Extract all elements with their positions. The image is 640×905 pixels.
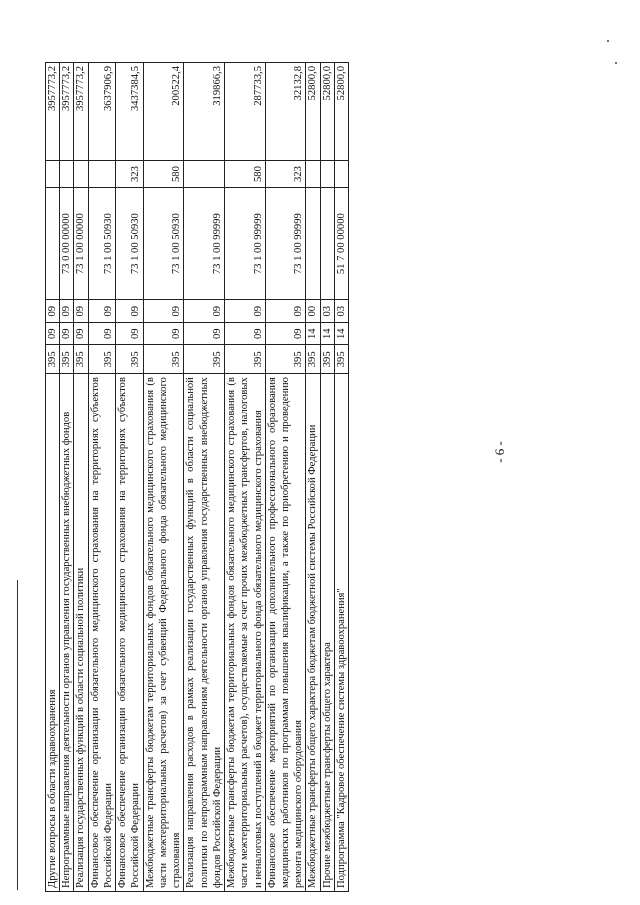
cell-cs: 73 0 00 00000 <box>60 187 74 300</box>
cell-amount: 3957773,2 <box>60 63 74 161</box>
cell-pr: 00 <box>306 300 320 323</box>
cell-cs: 73 1 00 00000 <box>74 187 88 300</box>
cell-pr: 09 <box>116 300 143 323</box>
cell-grbs: 395 <box>74 345 88 374</box>
cell-grbs: 395 <box>265 345 306 374</box>
cell-pr: 09 <box>88 300 115 323</box>
cell-pr: 09 <box>225 300 266 323</box>
cell-amount: 200522,4 <box>143 63 184 161</box>
cell-cs <box>320 187 334 300</box>
cell-pr: 09 <box>184 300 225 323</box>
cell-amount: 3637906,9 <box>88 63 115 161</box>
table-row <box>184 63 225 892</box>
cell-cs: 51 7 00 00000 <box>334 187 348 300</box>
scan-speck <box>615 62 617 64</box>
cell-grbs: 395 <box>88 345 115 374</box>
cell-cs: 73 1 00 99999 <box>265 187 306 300</box>
cell-grbs: 395 <box>143 345 184 374</box>
cell-amount: 52800,0 <box>334 63 348 161</box>
cell-grbs: 395 <box>46 345 60 374</box>
cell-amount: 3957773,2 <box>74 63 88 161</box>
table-row <box>74 63 88 892</box>
table-row <box>88 63 115 892</box>
cell-rz: 14 <box>306 322 320 345</box>
cell-amount: 52800,0 <box>320 63 334 161</box>
row-name: Межбюджетные трансферты бюджетам территориальных фондов обязательного медицинского страхования (в части межтерриториальных расчетов), осуществляемые за счет прочих межбюджетных трансфертов, налоговых и неналоговых поступлений в бюджет территориального фонда обязательного медицинского страхования <box>225 374 266 892</box>
cell-vr: 323 <box>116 161 143 188</box>
cell-pr: 03 <box>334 300 348 323</box>
table-row <box>60 63 74 892</box>
table-row <box>334 63 348 892</box>
cell-cs <box>306 187 320 300</box>
cell-grbs: 395 <box>306 345 320 374</box>
cell-vr <box>320 161 334 188</box>
cell-pr: 09 <box>74 300 88 323</box>
cell-rz: 14 <box>334 322 348 345</box>
cell-pr: 09 <box>46 300 60 323</box>
cell-cs: 73 1 00 50930 <box>88 187 115 300</box>
cell-grbs: 395 <box>225 345 266 374</box>
cell-amount: 3437384,5 <box>116 63 143 161</box>
cell-vr <box>60 161 74 188</box>
cell-vr: 580 <box>143 161 184 188</box>
cell-rz: 09 <box>60 322 74 345</box>
cell-rz: 09 <box>88 322 115 345</box>
cell-rz: 09 <box>225 322 266 345</box>
cell-cs: 73 1 00 99999 <box>225 187 266 300</box>
cell-rz: 09 <box>116 322 143 345</box>
cell-amount: 287733,5 <box>225 63 266 161</box>
cell-vr <box>184 161 225 188</box>
cell-rz: 09 <box>184 322 225 345</box>
cell-rz: 14 <box>320 322 334 345</box>
table-row <box>306 63 320 892</box>
row-name: Межбюджетные трансферты общего характера бюджетам бюджетной системы Российской Федерации <box>306 374 320 892</box>
cell-amount: 319866,3 <box>184 63 225 161</box>
page-number: - 6 - <box>492 441 507 463</box>
table-row <box>143 63 184 892</box>
cell-pr: 09 <box>265 300 306 323</box>
budget-table <box>45 62 349 892</box>
cell-rz: 09 <box>265 322 306 345</box>
row-name: Межбюджетные трансферты бюджетам территориальных фондов обязательного медицинского страхования (в части межтерриториальных расчетов) за счет субвенций Федерального фонда обязательного медицинского страхования <box>143 374 184 892</box>
row-name: Реализация государственных функций в области социальной политики <box>74 374 88 892</box>
cell-vr: 580 <box>225 161 266 188</box>
table-row <box>46 63 60 892</box>
scan-speck <box>607 40 609 42</box>
cell-rz: 09 <box>74 322 88 345</box>
cell-amount: 32132,8 <box>265 63 306 161</box>
cell-grbs: 395 <box>60 345 74 374</box>
cell-grbs: 395 <box>320 345 334 374</box>
cell-vr <box>334 161 348 188</box>
cell-amount: 52800,0 <box>306 63 320 161</box>
cell-cs: 73 1 00 50930 <box>116 187 143 300</box>
cell-cs: 73 1 00 99999 <box>184 187 225 300</box>
cell-amount: 3957773,2 <box>46 63 60 161</box>
cell-cs: 73 1 00 50930 <box>143 187 184 300</box>
cell-pr: 09 <box>143 300 184 323</box>
table-row <box>320 63 334 892</box>
budget-table-rotated <box>45 62 557 892</box>
table-row <box>225 63 266 892</box>
row-name: Непрограммные направления деятельности органов управления государственных внебюджетных фондов <box>60 374 74 892</box>
row-name: Прочие межбюджетные трансферты общего характера <box>320 374 334 892</box>
cell-vr <box>88 161 115 188</box>
row-name: Финансовое обеспечение мероприятий по организации дополнительного профессионального образования медицинских работников по программам повышения квалификации, а также по приобретению и проведению ремонта медицинского оборудования <box>265 374 306 892</box>
cell-grbs: 395 <box>334 345 348 374</box>
row-name: Подпрограмма "Кадровое обеспечение системы здравоохранения" <box>334 374 348 892</box>
cell-grbs: 395 <box>116 345 143 374</box>
table-body <box>46 63 349 892</box>
cell-vr <box>74 161 88 188</box>
cell-pr: 09 <box>60 300 74 323</box>
page-edge-line <box>17 580 18 890</box>
row-name: Другие вопросы в области здравоохранения <box>46 374 60 892</box>
cell-vr <box>306 161 320 188</box>
cell-vr <box>46 161 60 188</box>
cell-rz: 09 <box>46 322 60 345</box>
cell-vr: 323 <box>265 161 306 188</box>
cell-rz: 09 <box>143 322 184 345</box>
table-row <box>265 63 306 892</box>
table-row <box>116 63 143 892</box>
cell-pr: 03 <box>320 300 334 323</box>
row-name: Финансовое обеспечение организации обязательного медицинского страхования на территориях субъектов Российской Федерации <box>116 374 143 892</box>
cell-grbs: 395 <box>184 345 225 374</box>
cell-cs <box>46 187 60 300</box>
row-name: Реализация направления расходов в рамках реализации государственных функций в области социальной политики по непрограммным направлениям деятельности органов управления государственных внебюджетных фондов Российской Федерации <box>184 374 225 892</box>
row-name: Финансовое обеспечение организации обязательного медицинского страхования на территориях субъектов Российской Федерации <box>88 374 115 892</box>
